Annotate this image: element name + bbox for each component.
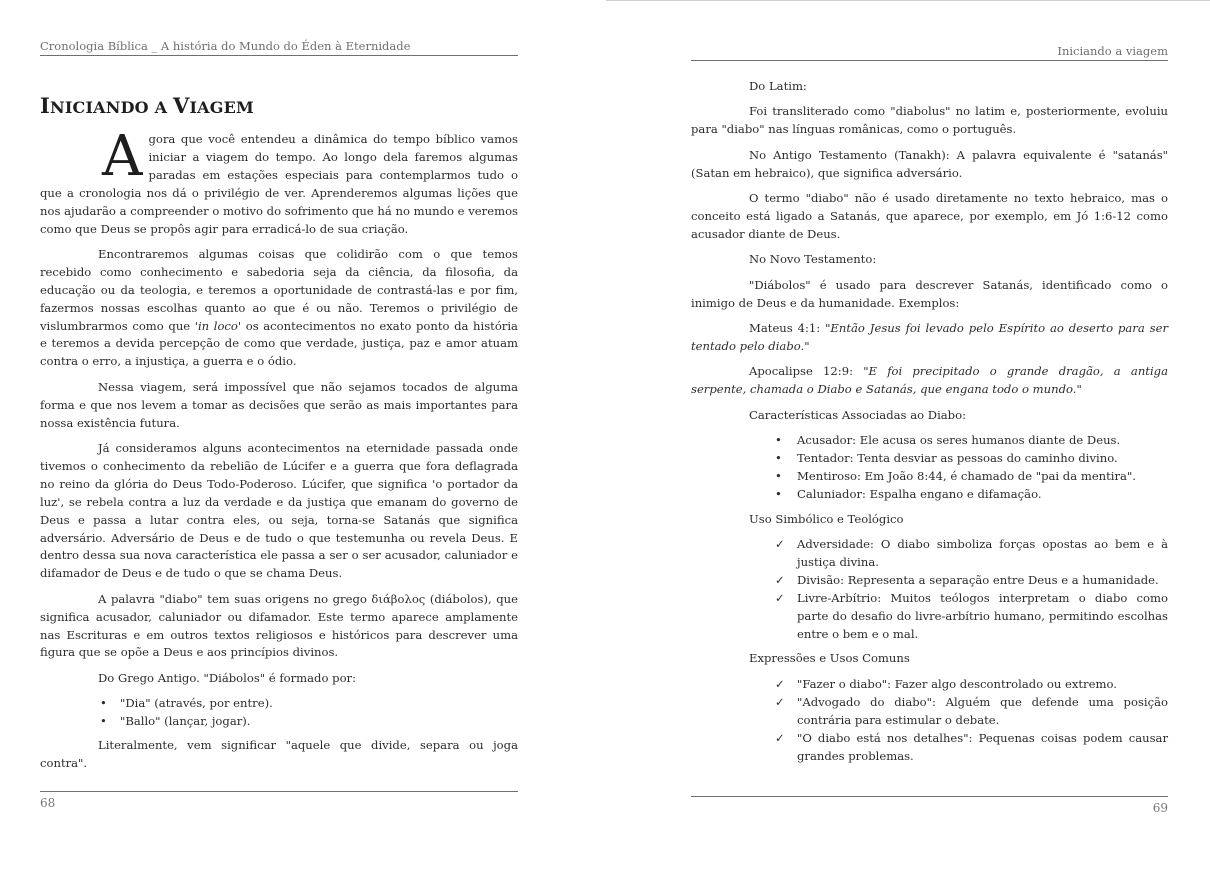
left-body-text — [40, 124, 518, 780]
check-icon: ✓ — [775, 590, 785, 605]
chapter-title — [40, 93, 254, 118]
paragraph: Foi transliterado como "diabolus" no latim e, posteriormente, evoluiu para "diabo" nas línguas românicas, como o português. — [691, 104, 1168, 137]
paragraph: Encontraremos algumas coisas que colidirão com o que temos recebido como conhecimento e sabedoria seja da ciência, da filosofia, da educação ou da teologia, e teremos a oportunidade de contrastá-las e por fim, fazermos nossas escolhas quanto ao que é ou não. Teremos o privilégio de vislumbrarmos como que 'in loco' os acontecimentos no exato ponto da história e teremos a devida percepção de como que verdade, justiça, paz e amor atuam contra o erro, a injustiça, a guerra e o ódio. — [40, 246, 518, 369]
drop-cap: A — [102, 124, 143, 189]
right-body-text — [691, 78, 1168, 772]
footer-rule — [40, 791, 518, 792]
header-rule — [40, 55, 518, 56]
list-item: • Caluniador: Espalha engano e difamação. — [691, 486, 1168, 504]
running-header: Iniciando a viagem — [1057, 44, 1168, 58]
bullet-marker: • — [100, 696, 107, 711]
check-icon: ✓ — [775, 676, 785, 691]
expression-term: "O diabo está nos detalhes" — [797, 730, 969, 745]
paragraph: Uso Simbólico e Teológico — [749, 511, 904, 526]
paragraph: Do Latim: — [749, 79, 807, 93]
list-item: ✓ "O diabo está nos detalhes": Pequenas coisas podem causar grandes problemas. — [775, 730, 1168, 763]
paragraph: Características Associadas ao Diabo: — [749, 407, 966, 422]
list-item: • Acusador: Ele acusa os seres humanos diante de Deus. — [691, 432, 1168, 450]
check-icon: ✓ — [775, 730, 785, 745]
paragraph: Agora que você entendeu a dinâmica do tempo bíblico vamos iniciar a viagem do tempo. Ao longo dela faremos algumas paradas em estações especiais para contemplarmos tudo o que a cronologia nos dá o privilégio de ver. Aprenderemos algumas lições que nos ajudarão a compreender o motivo do sofrimento que há no mundo e veremos como que Deus se propôs agir para erradicá-lo de sua criação. — [40, 124, 518, 236]
bullet-marker: • — [775, 468, 782, 483]
title-smallcaps: IAGEM — [189, 98, 254, 117]
list-item: • "Dia" (através, por entre). — [40, 695, 518, 713]
top-border-line — [606, 0, 1210, 1]
title-initial: I — [40, 93, 51, 118]
paragraph: No Novo Testamento: — [749, 252, 877, 267]
bullet-marker: • — [775, 450, 782, 465]
list-item: ✓ Divisão: Representa a separação entre Deus e a humanidade. — [691, 572, 1168, 590]
list-item: • "Ballo" (lançar, jogar). — [40, 713, 518, 731]
page-number: 69 — [1152, 801, 1168, 815]
scripture-quote: Apocalipse 12:9: "E foi precipitado o grande dragão, a antiga serpente, chamada o Diabo e Satanás, que engana todo o mundo." — [691, 364, 1168, 397]
bullet-marker: • — [775, 486, 782, 501]
paragraph: Nessa viagem, será impossível que não sejamos tocados de alguma forma e que nos levem a tomar as decisões que serão as mais importantes para nossa existência futura. — [40, 379, 518, 430]
paragraph: A palavra "diabo" tem suas origens no grego διάβολος (diábolos), que significa acusador, caluniador ou difamador. Este termo aparece amplamente nas Escrituras e em outros textos religiosos e históricos para descrever uma figura que se opõe a Deus e aos princípios divinos. — [40, 591, 518, 660]
bullet-marker: • — [775, 433, 782, 447]
page-number: 68 — [40, 796, 56, 810]
footer-rule — [691, 796, 1168, 797]
title-initial: V — [172, 93, 190, 118]
running-header: Cronologia Bíblica _ A história do Mundo do Éden à Eternidade — [40, 39, 411, 53]
paragraph: Literalmente, vem significar "aquele que divide, separa ou joga contra". — [40, 738, 518, 770]
list-item: ✓ Livre-Arbítrio: Muitos teólogos interpretam o diabo como parte do desafio do livre-arbítrio humano, permitindo escolhas entre o bem e o mal. — [775, 590, 1168, 641]
scripture-quote: Mateus 4:1: "Então Jesus foi levado pelo Espírito ao deserto para ser tentado pelo diabo." — [691, 320, 1169, 353]
paragraph: Do Grego Antigo. "Diábolos" é formado por: — [98, 670, 356, 685]
title-smallcaps: NICIANDO A — [50, 98, 173, 117]
header-rule — [691, 60, 1168, 61]
check-icon: ✓ — [775, 572, 785, 587]
bullet-list — [40, 695, 518, 731]
paragraph: "Diábolos" é usado para descrever Satanás, identificado como o inimigo de Deus e da humanidade. Exemplos: — [691, 277, 1168, 310]
bullet-marker: • — [100, 714, 107, 729]
symbolic-list — [691, 536, 1168, 643]
paragraph: O termo "diabo" não é usado diretamente no texto hebraico, mas o conceito está ligado a Satanás, que aparece, por exemplo, em Jó 1:6-12 como acusador diante de Deus. — [691, 191, 1168, 241]
list-item: • Mentiroso: Em João 8:44, é chamado de "pai da mentira". — [691, 468, 1168, 486]
expression-term: "Advogado do diabo" — [797, 694, 932, 709]
check-icon: ✓ — [775, 694, 785, 709]
check-icon: ✓ — [775, 537, 785, 552]
traits-list — [691, 432, 1168, 504]
list-item: • Tentador: Tenta desviar as pessoas do caminho divino. — [691, 450, 1168, 468]
list-item: ✓ Adversidade: O diabo simboliza forças opostas ao bem e à justiça divina. — [775, 537, 1168, 569]
paragraph: No Antigo Testamento (Tanakh): A palavra equivalente é "satanás" (Satan em hebraico), que significa adversário. — [691, 147, 1168, 180]
paragraph: Expressões e Usos Comuns — [749, 651, 910, 666]
paragraph: Já consideramos alguns acontecimentos na eternidade passada onde tivemos o conhecimento da rebelião de Lúcifer e a guerra que fora deflagrada no reino da glória do Deus Todo-Poderoso. Lúcifer, que significa 'o portador da luz', se rebela contra a luz da verdade e da justiça que emanam do governo de Deus e passa a lutar contra eles, ou seja, torna-se Satanás que significa adversário. Adversário de Deus e de tudo o que testemunha ou revela Deus. E dentro dessa sua nova característica ele passa a ser o ser acusador, caluniador e difamador de Deus e de tudo o que se chama Deus. — [40, 441, 518, 581]
list-item: ✓ "Advogado do diabo": Alguém que defende uma posição contrária para estimular o debate. — [775, 694, 1168, 727]
list-item: ✓ "Fazer o diabo": Fazer algo descontrolado ou extremo. — [691, 676, 1168, 694]
expressions-list — [691, 676, 1168, 766]
expression-term: "Fazer o diabo" — [797, 676, 888, 691]
